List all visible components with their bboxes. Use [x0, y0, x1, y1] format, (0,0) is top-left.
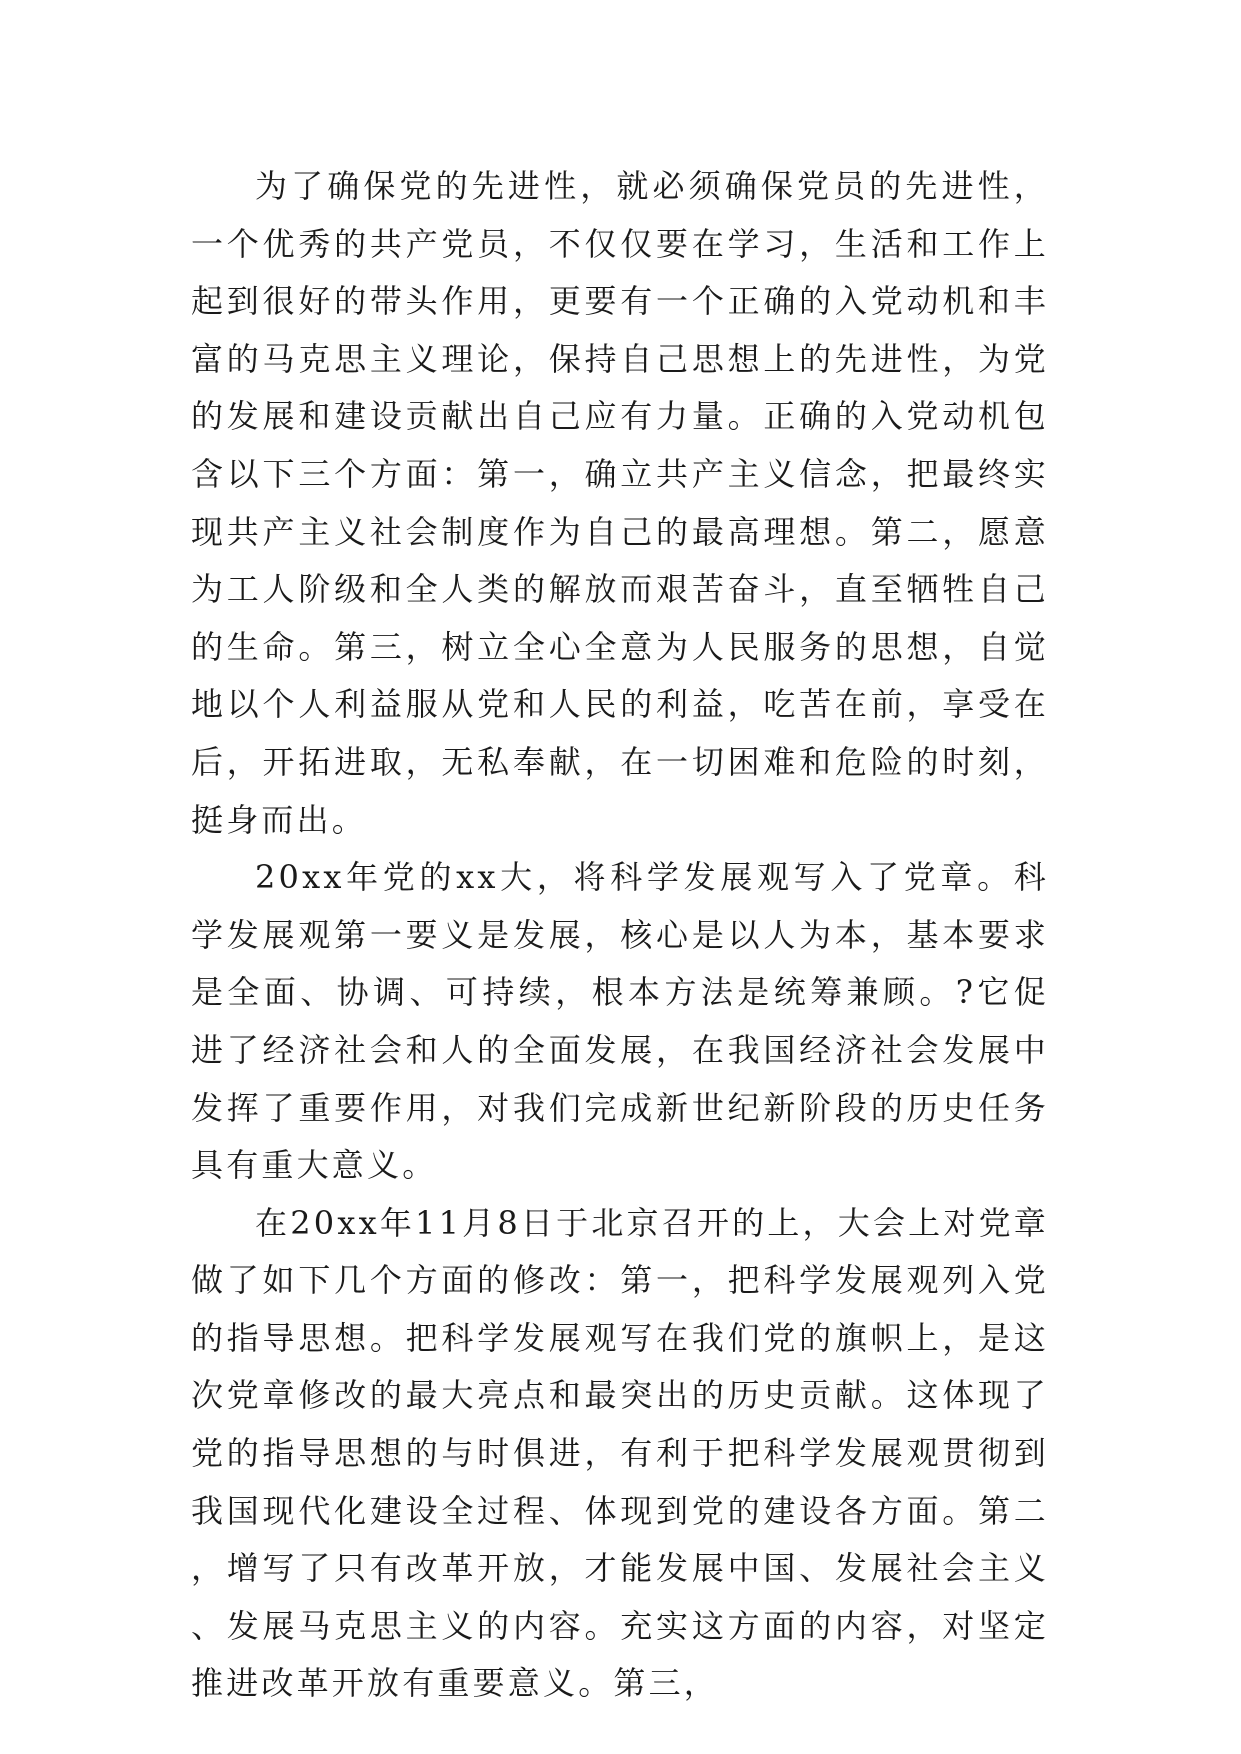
paragraph-party-advanced-nature: 为了确保党的先进性，就必须确保党员的先进性，一个优秀的共产党员，不仅仅要在学习，生活和工作上起到很好的带头作用，更要有一个正确的入党动机和丰富的马克思主义理论，保持自己思想上的先进性，为党的发展和建设贡献出自己应有力量。正确的入党动机包含以下三个方面：第一，确立共产主义信念，把最终实现共产主义社会制度作为自己的最高理想。第二，愿意为工人阶级和全人类的解放而艰苦奋斗，直至牺牲自己的生命。第三，树立全心全意为人民服务的思想，自觉地以个人利益服从党和人民的利益，吃苦在前，享受在后，开拓进取，无私奉献，在一切困难和危险的时刻，挺身而出。 [191, 167, 1049, 839]
paragraph-constitution-amendments: 在20xx年11月8日于北京召开的上，大会上对党章做了如下几个方面的修改：第一，把科学发展观列入党的指导思想。把科学发展观写在我们党的旗帜上，是这次党章修改的最大亮点和最突出的历史贡献。这体现了党的指导思想的与时俱进，有利于把科学发展观贯彻到我国现代化建设全过程、体现到党的建设各方面。第二，增写了只有改革开放，才能发展中国、发展社会主义、发展马克思主义的内容。充实这方面的内容，对坚定推进改革开放有重要意义。第三， [191, 1203, 1049, 1703]
paragraph-scientific-outlook: 20xx年党的xx大，将科学发展观写入了党章。科学发展观第一要义是发展，核心是以人为本，基本要求是全面、协调、可持续，根本方法是统筹兼顾。?它促进了经济社会和人的全面发展，在我国经济社会发展中发挥了重要作用，对我们完成新世纪新阶段的历史任务具有重大意义。 [191, 858, 1049, 1185]
document-body [191, 158, 1049, 1713]
